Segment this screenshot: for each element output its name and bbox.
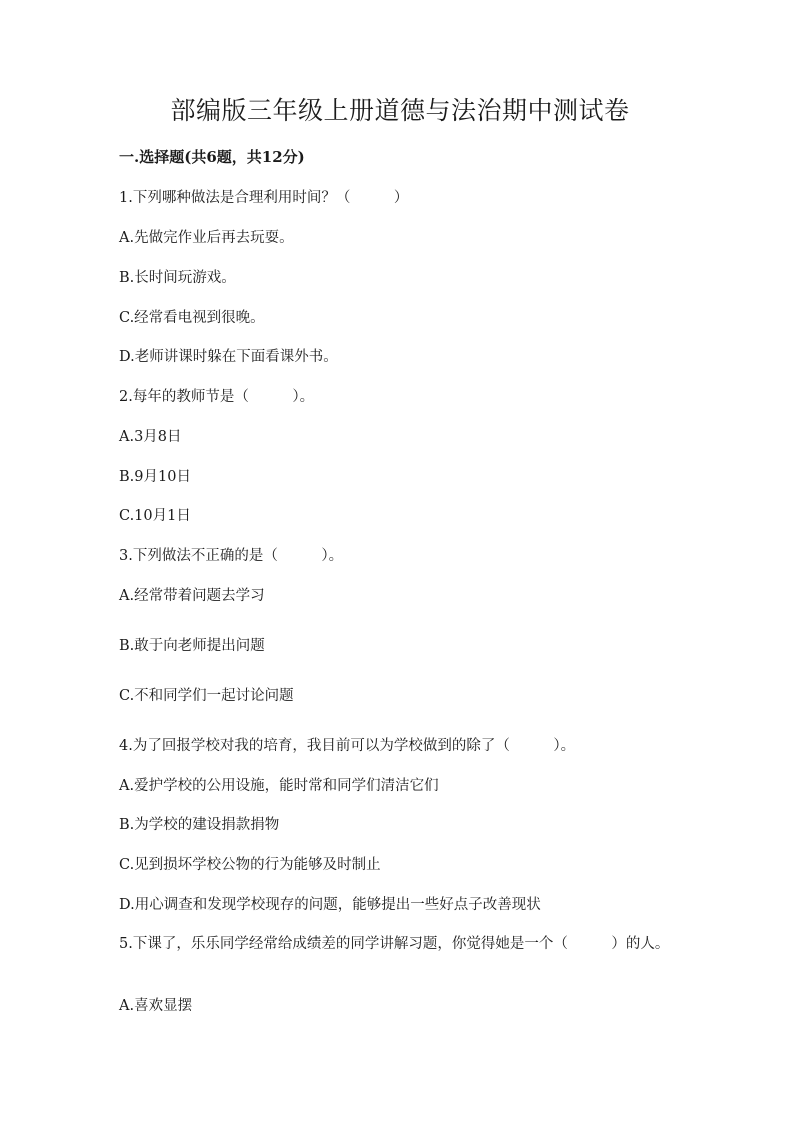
- option-4d: D.用心调查和发现学校现存的问题，能够提出一些好点子改善现状: [119, 897, 541, 913]
- option-1a: A.先做完作业后再去玩耍。: [119, 230, 294, 246]
- question-stem-1: 1.下列哪种做法是合理利用时间？（ ）: [119, 190, 409, 206]
- question-stem-5: 5.下课了，乐乐同学经常给成绩差的同学讲解习题，你觉得她是一个（ ）的人。: [119, 936, 670, 952]
- option-3b: B.敢于向老师提出问题: [119, 638, 265, 654]
- option-2b: B.9月10日: [119, 469, 191, 485]
- page-title: 部编版三年级上册道德与法治期中测试卷: [170, 96, 630, 125]
- option-1b: B.长时间玩游戏。: [119, 270, 236, 286]
- question-stem-2: 2.每年的教师节是（ ）。: [119, 389, 315, 405]
- option-4b: B.为学校的建设捐款捐物: [119, 817, 280, 833]
- option-4c: C.见到损坏学校公物的行为能够及时制止: [119, 857, 381, 873]
- option-1c: C.经常看电视到很晚。: [119, 310, 265, 326]
- option-1d: D.老师讲课时躲在下面看课外书。: [119, 349, 338, 365]
- option-4a: A.爱护学校的公用设施，能时常和同学们清洁它们: [119, 778, 439, 794]
- question-stem-4: 4.为了回报学校对我的培育，我目前可以为学校做到的除了（ ）。: [119, 738, 576, 754]
- section-heading: 一.选择题(共6题，共12分): [119, 148, 305, 166]
- question-stem-3: 3.下列做法不正确的是（ ）。: [119, 548, 344, 564]
- option-2a: A.3月8日: [119, 429, 182, 445]
- option-3a: A.经常带着问题去学习: [119, 588, 265, 604]
- option-3c: C.不和同学们一起讨论问题: [119, 688, 294, 704]
- option-2c: C.10月1日: [119, 508, 191, 524]
- option-5a: A.喜欢显摆: [119, 998, 193, 1014]
